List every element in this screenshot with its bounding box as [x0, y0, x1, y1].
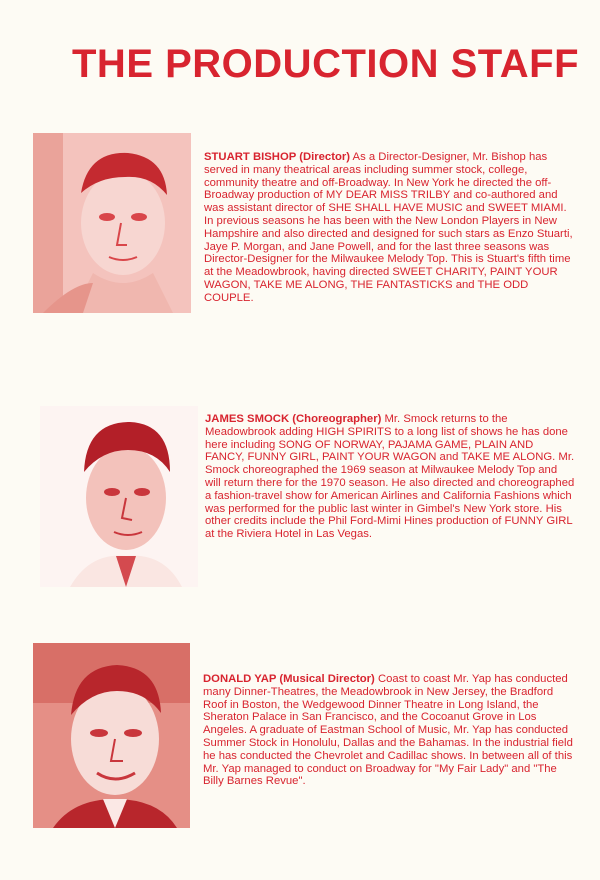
page-title: THE PRODUCTION STAFF: [72, 42, 580, 86]
james-smock-bio-text: Mr. Smock returns to the Meadowbrook adding HIGH SPIRITS to a long list of shows he has done here including SONG OF NORWAY, PAJAMA GAME, PLAIN AND FANCY, FUNNY GIRL, PAINT YOUR WAGON and TAKE ME ALONG. Mr. Smock choreographed the 1969 season at Milwaukee Melody Top and will return there for the 1970 season. He also directed and choreographed a fashion-travel show for American Airlines and California Fashions which was performed for the public last winter in Gimbel's New York store. His other credits include the Phil Ford-Mimi Hines production of FUNNY GIRL at the Riviera Hotel in Las Vegas.: [205, 413, 575, 541]
donald-yap-bio-text: Coast to coast Mr. Yap has conducted many Dinner-Theatres, the Meadowbrook in New Jersey, the Bradford Roof in Boston, the Wedgewood Dinner Theatre in Long Island, the Sheraton Palace in San Francisco, and the Cocoanut Grove in Los Angeles. A graduate of Eastman School of Music, Mr. Yap has conducted Summer Stock in Honolulu, Dallas and the Bahamas. In the industrial field he has conducted the Chevrolet and Cadillac shows. In between all of this Mr. Yap managed to conduct on Broadway for "My Fair Lady" and "The Billy Barnes Revue".: [203, 673, 573, 788]
james-smock-bio: [205, 413, 575, 541]
donald-yap-photo: [33, 643, 190, 828]
james-smock-name: JAMES SMOCK (Choreographer): [205, 413, 382, 425]
stuart-bishop-photo: [33, 133, 191, 313]
stuart-bishop-bio-text: As a Director-Designer, Mr. Bishop has served in many theatrical areas including summer stock, college, community theatre and off-Broadway. In New York he directed the off-Broadway production of MY DEAR MISS TRILBY and co-authored and was assistant director of SHE SHALL HAVE MUSIC and SWEET MIAMI. In previous seasons he has been with the New London Players in New Hampshire and also directed and designed for such stars as Enzo Stuarti, Jaye P. Morgan, and Jane Powell, and for the last three seasons was Director-Designer for the Milwaukee Melody Top. This is Stuart's fifth time at the Meadowbrook, having directed SWEET CHARITY, PAINT YOUR WAGON, TAKE ME ALONG, THE FANTASTICKS and THE ODD COUPLE.: [204, 151, 573, 304]
donald-yap-bio: [203, 673, 575, 788]
stuart-bishop-name: STUART BISHOP (Director): [204, 151, 351, 163]
stuart-bishop-bio: [204, 151, 574, 305]
james-smock-photo: [40, 406, 198, 587]
donald-yap-name: DONALD YAP (Musical Director): [203, 673, 375, 685]
